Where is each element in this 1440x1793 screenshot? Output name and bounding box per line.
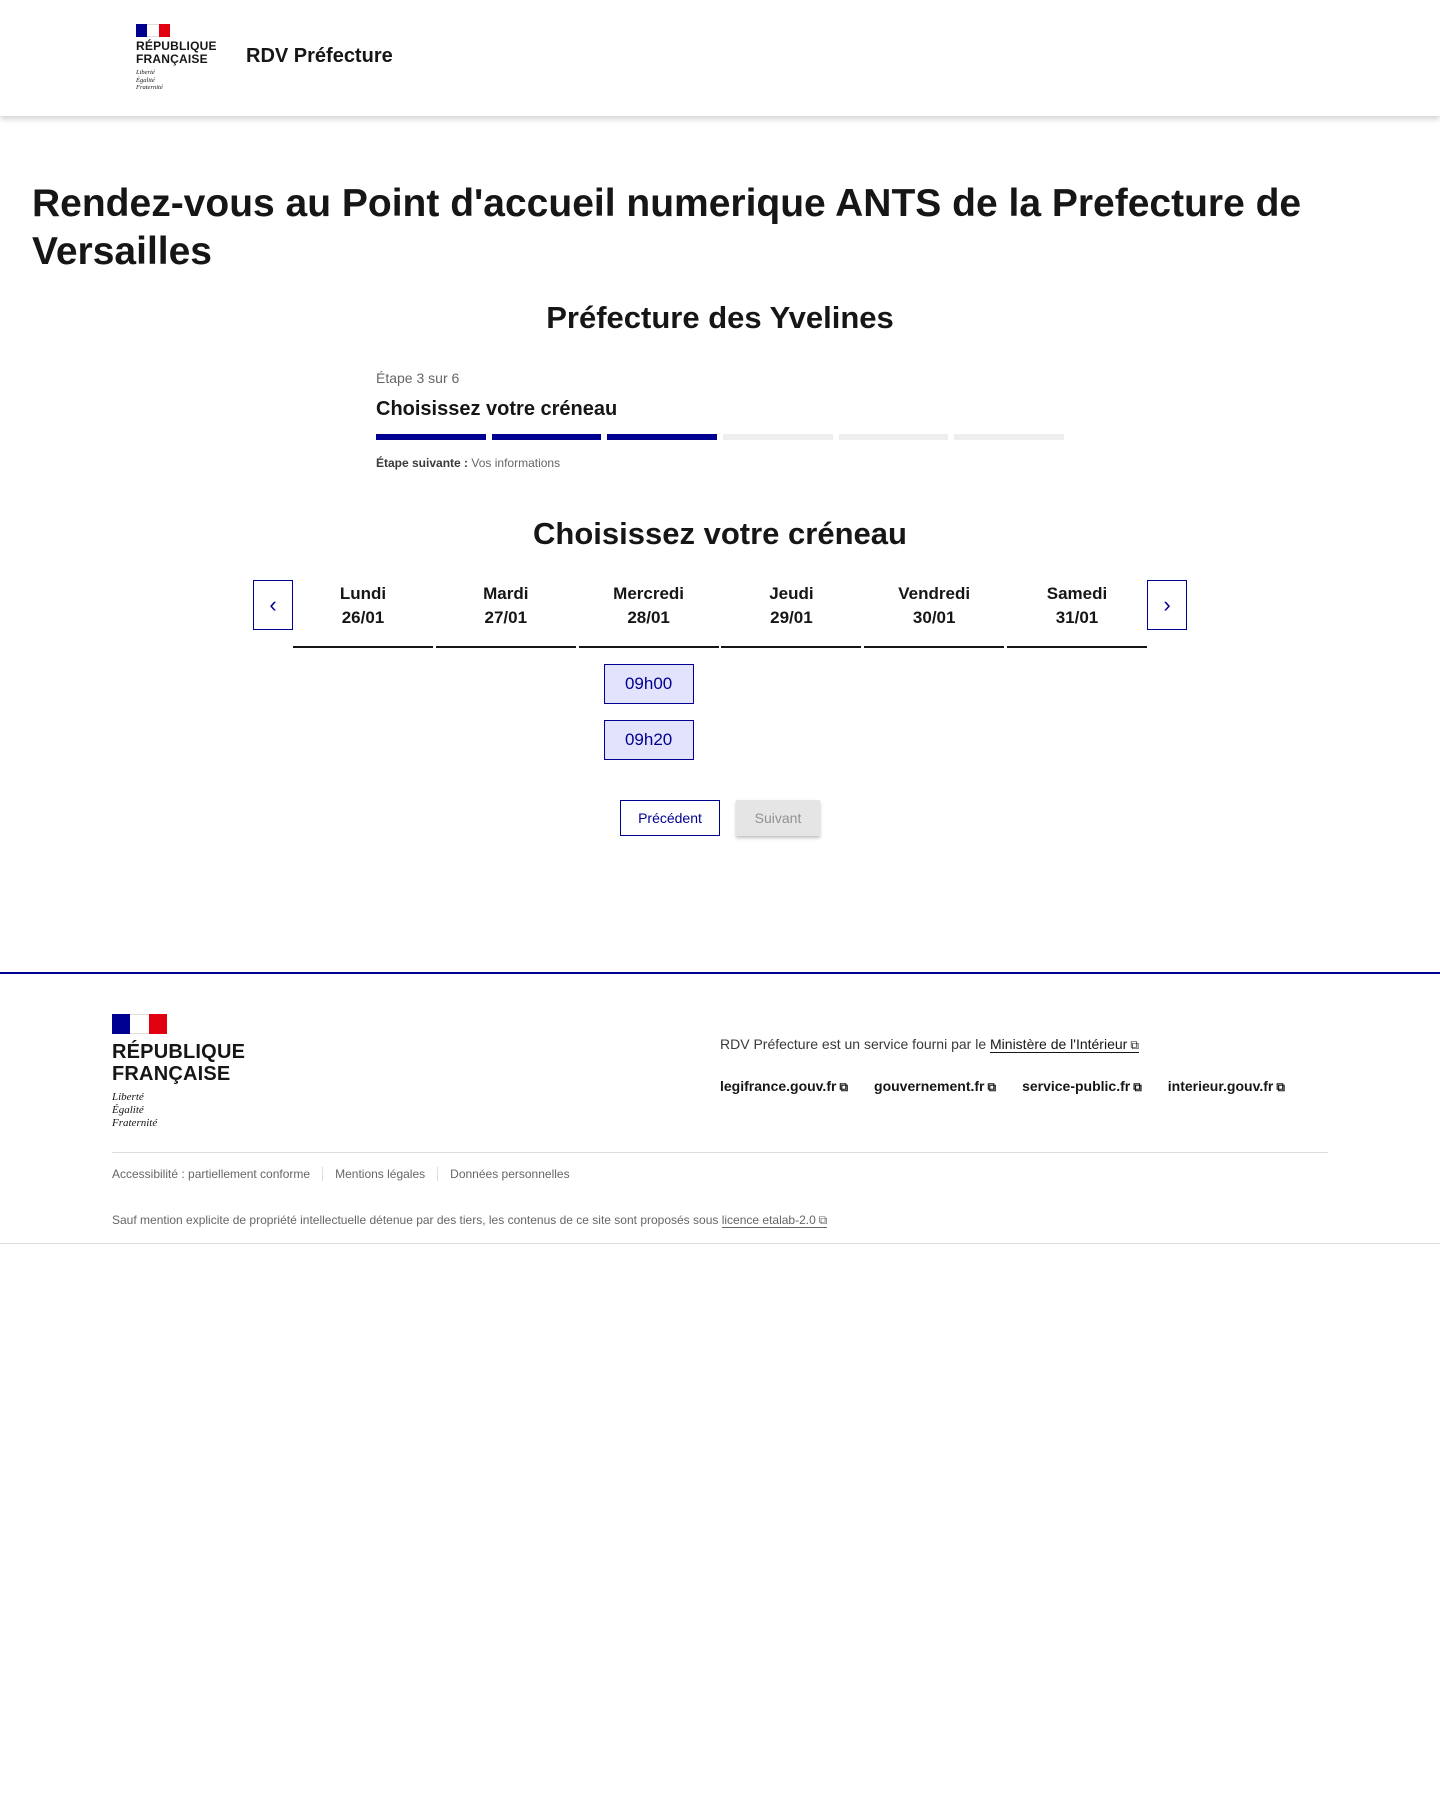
day-name: Vendredi: [898, 584, 971, 603]
stepper-next-value: Vos informations: [471, 456, 561, 470]
time-slot-button[interactable]: 09h20: [604, 720, 694, 760]
stepper-title: Choisissez votre créneau: [376, 398, 618, 420]
external-link-icon: ⧉: [839, 1080, 849, 1094]
next-week-button[interactable]: [1147, 580, 1187, 630]
footer-bottom-link[interactable]: Données personnelles: [437, 1167, 581, 1181]
stepper-segment: [723, 434, 833, 440]
footer-link[interactable]: [1168, 1078, 1285, 1095]
footer-divider: [112, 1152, 1328, 1153]
footer-republique-francaise-logo[interactable]: [112, 1014, 245, 1130]
day-header: [1007, 580, 1147, 648]
licence-etalab-label: licence etalab-2.0: [721, 1213, 816, 1227]
footer-partner-links: [720, 1078, 1285, 1095]
day-header: [721, 580, 861, 648]
marianne-flag-icon: [136, 24, 170, 37]
time-slot-button[interactable]: 09h00: [604, 664, 694, 704]
footer-link[interactable]: [720, 1078, 848, 1095]
ministere-interieur-link-label: Ministère de l'Intérieur: [990, 1036, 1128, 1052]
prefecture-subtitle: Préfecture des Yvelines: [546, 300, 894, 335]
footer-logo-name: RÉPUBLIQUE FRANÇAISE: [112, 1041, 246, 1085]
form-actions: [620, 800, 820, 836]
section-title: Choisissez votre créneau: [533, 516, 907, 551]
footer-link[interactable]: [1022, 1078, 1142, 1095]
day-column: [721, 580, 861, 760]
footer-bottom-link[interactable]: Accessibilité : partiellement conforme: [112, 1167, 311, 1181]
day-column: [436, 580, 576, 760]
day-column: [1007, 580, 1147, 760]
day-name: Mardi: [483, 584, 529, 603]
footer-link-label: legifrance.gouv.fr: [720, 1078, 837, 1094]
site-header: [0, 0, 1440, 116]
day-header: [579, 580, 719, 648]
stepper-segment: [376, 434, 486, 440]
stepper-segment: [839, 434, 949, 440]
stepper-progress-bar: [376, 434, 1064, 440]
day-column: [579, 580, 719, 760]
footer-link-label: gouvernement.fr: [874, 1078, 985, 1094]
external-link-icon: ⧉: [987, 1080, 997, 1094]
day-column: [293, 580, 433, 760]
footer-link[interactable]: [874, 1078, 996, 1095]
licence-etalab-link[interactable]: [722, 1213, 828, 1228]
stepper-segment: [607, 434, 717, 440]
footer-logo-motto: Liberté Égalité Fraternité: [112, 1091, 158, 1129]
day-column: [864, 580, 1004, 760]
previous-week-button[interactable]: [253, 580, 293, 630]
marianne-flag-icon: [112, 1014, 167, 1034]
service-title[interactable]: RDV Préfecture: [246, 45, 393, 67]
day-date: 29/01: [770, 608, 813, 627]
page-title: Rendez-vous au Point d'accueil numerique ANTS de la Prefecture de Versailles: [32, 182, 1302, 273]
logo-name: RÉPUBLIQUE FRANÇAISE: [136, 39, 217, 66]
day-date: 28/01: [627, 608, 670, 627]
day-header: [864, 580, 1004, 648]
day-name: Jeudi: [769, 584, 814, 603]
stepper-state: Étape 3 sur 6: [376, 370, 460, 386]
stepper: [376, 370, 1064, 470]
logo-motto: Liberté Égalité Fraternité: [136, 69, 163, 91]
license-text: Sauf mention explicite de propriété intellectuelle détenue par des tiers, les contenus de ce site sont proposés sous: [112, 1213, 719, 1227]
calendar-days: [293, 580, 1147, 760]
footer-bottom-links: [112, 1167, 582, 1181]
ministere-interieur-link[interactable]: [990, 1036, 1139, 1053]
footer-description-text: RDV Préfecture est un service fourni par le: [720, 1036, 987, 1052]
footer-license: [112, 1213, 827, 1228]
external-link-icon: ⧉: [1130, 1038, 1139, 1052]
next-step-button: Suivant: [736, 800, 820, 836]
chevron-left-icon: ‹: [269, 592, 277, 617]
stepper-segment: [954, 434, 1064, 440]
previous-step-button[interactable]: Précédent: [620, 800, 720, 836]
day-date: 26/01: [341, 608, 385, 627]
stepper-next-label: Étape suivante :: [376, 456, 469, 470]
day-header: [293, 580, 433, 648]
day-date: 31/01: [1055, 608, 1099, 627]
site-footer: [0, 972, 1440, 1244]
external-link-icon: ⧉: [1276, 1080, 1285, 1094]
day-header: [436, 580, 576, 648]
footer-description: [720, 1036, 1139, 1053]
day-date: 30/01: [912, 608, 956, 627]
footer-bottom-link[interactable]: Mentions légales: [322, 1167, 437, 1181]
day-name: Lundi: [339, 584, 387, 603]
footer-link-label: service-public.fr: [1022, 1078, 1131, 1094]
republique-francaise-logo[interactable]: [136, 24, 216, 94]
external-link-icon: ⧉: [1133, 1080, 1142, 1094]
day-name: Mercredi: [613, 584, 685, 603]
external-link-icon: ⧉: [818, 1213, 828, 1227]
footer-link-label: interieur.gouv.fr: [1167, 1078, 1274, 1094]
stepper-segment: [492, 434, 602, 440]
chevron-right-icon: ›: [1163, 592, 1171, 617]
day-name: Samedi: [1046, 584, 1108, 603]
day-date: 27/01: [484, 608, 528, 627]
stepper-next-step: [376, 456, 1064, 470]
